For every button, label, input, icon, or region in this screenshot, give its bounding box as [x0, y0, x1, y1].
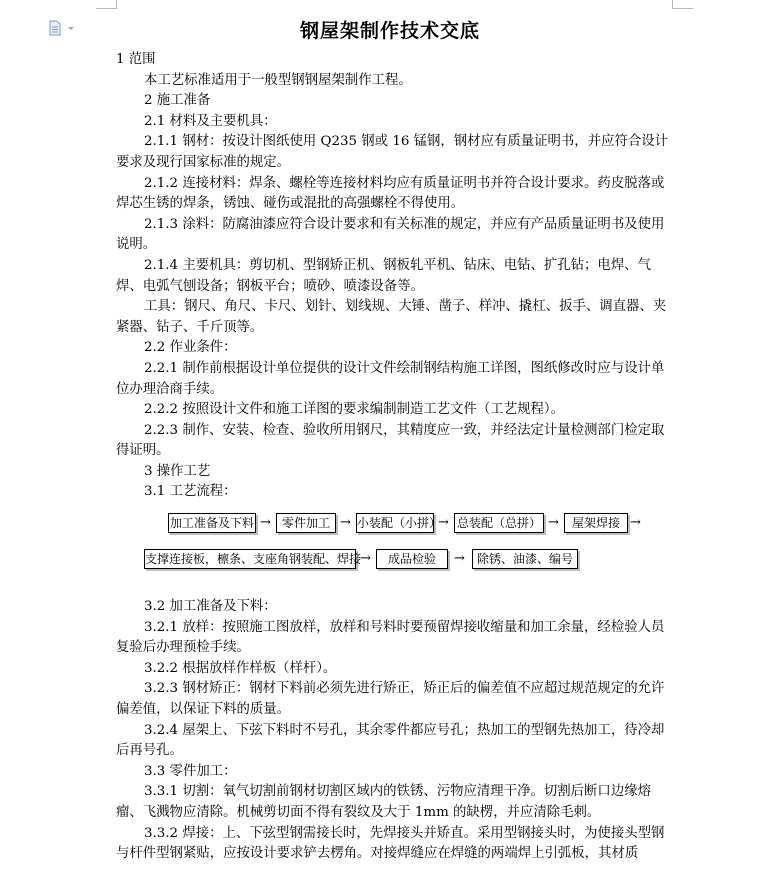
paragraph: 3.2.1 放样：按照施工图放样，放样和号料时要预留焊接收缩量和加工余量，经检验人员复验后办理预检手续。 — [116, 619, 665, 656]
paragraph: 2.1.1 钢材：按设计图纸使用 Q235 钢或 16 锰钢，钢材应有质量证明书，并应符合设计要求及现行国家标准的规定。 — [116, 134, 669, 170]
page-corner-mark-right — [672, 0, 693, 9]
paragraph-block-2 — [116, 597, 672, 865]
paragraph: 2.2.2 按照设计文件和施工详图的要求编制制造工艺文件（工艺规程）。 — [144, 402, 564, 418]
paragraph: 2.1.4 主要机具：剪切机、型钢矫正机、钢板轧平机、钻床、电钻、扩孔钻；电焊、气焊、电弧气刨设备；钢板平台；喷砂、喷漆设备等。 — [116, 257, 651, 294]
paragraph: 3.2 加工准备及下料： — [144, 599, 277, 615]
flow-step-2: 零件加工 — [276, 513, 336, 533]
paragraph: 3.2.3 钢材矫正：钢材下料前必须先进行矫正，矫正后的偏差值不应超过规范规定的允许偏差值，以保证下料的质量。 — [116, 681, 665, 718]
flow-arrow: → — [630, 515, 641, 531]
page-corner-mark-left — [96, 0, 117, 9]
paragraph: 3.1 工艺流程： — [144, 484, 237, 500]
paragraph: 3.2.4 屋架上、下弦下料时不号孔，其余零件都应号孔；热加工的型钢先热加工，待冷却后再号孔。 — [116, 722, 665, 759]
document-body — [116, 50, 672, 865]
flow-arrow: → — [454, 551, 465, 567]
paragraph: 2.2.1 制作前根据设计单位提供的设计文件绘制钢结构施工详图，图纸修改时应与设计单位办理洽商手续。 — [116, 360, 665, 397]
paragraph: 工具：钢尺、角尺、卡尺、划针、划线规、大锤、凿子、样冲、撬杠、扳手、调直器、夹紧器、钻子、千斤顶等。 — [116, 299, 667, 335]
document-title: 钢屋架制作技术交底 — [299, 20, 480, 42]
paragraph: 2.1.2 连接材料：焊条、螺栓等连接材料均应有质量证明书并符合设计要求。药皮脱落或焊芯生锈的焊条，锈蚀、碰伤或混批的高强螺栓不得使用。 — [116, 175, 665, 212]
paragraph: 3.3 零件加工： — [144, 763, 237, 779]
flow-step-8: 除锈、油漆、编号 — [472, 549, 578, 569]
flow-arrow: → — [438, 515, 449, 531]
paragraph: 3.2.2 根据放样作样板（样杆）。 — [144, 660, 337, 676]
flow-step-6: 支撑连接板，檩条、支座角钢装配、焊接 — [144, 549, 356, 569]
flow-arrow: → — [340, 515, 351, 531]
paragraph: 3.3.1 切割：氧气切割前钢材切割区域内的铁锈、污物应清理干净。切割后断口边缘熔瘤、飞溅物应清除。机械剪切面不得有裂纹及大于 1mm 的缺楞，并应清除毛刺。 — [116, 784, 651, 820]
process-flowchart — [116, 507, 672, 595]
paragraph: 1 范围 — [116, 52, 156, 67]
paragraph: 本工艺标准适用于一般型钢钢屋架制作工程。 — [144, 72, 412, 88]
flow-step-1: 加工准备及下料 — [168, 513, 256, 533]
flow-arrow: → — [360, 551, 371, 567]
paragraph: 3.3.2 焊接：上、下弦型钢需接长时，先焊接头并矫直。采用型钢接头时，为使接头型钢与杆件型钢紧贴，应按设计要求铲去楞角。对接焊缝应在焊缝的两端焊上引弧板，其材质 — [116, 825, 665, 862]
flow-step-5: 屋架焊接 — [564, 513, 628, 533]
flow-step-3: 小装配（小拼） — [356, 513, 434, 533]
paragraph: 2.2 作业条件： — [144, 340, 237, 356]
flow-step-4: 总装配（总拼） — [454, 513, 544, 533]
flow-step-7: 成品检验 — [376, 549, 448, 569]
flow-arrow: → — [548, 515, 559, 531]
paragraph: 2.1.3 涂料：防腐油漆应符合设计要求和有关标准的规定，并应有产品质量证明书及使用说明。 — [116, 216, 665, 253]
paragraph: 2.1 材料及主要机具： — [144, 113, 277, 129]
paragraph: 3 操作工艺 — [144, 463, 211, 479]
paragraph: 2 施工准备 — [144, 93, 211, 109]
flow-arrow: → — [260, 515, 271, 531]
paragraph: 2.2.3 制作、安装、检查、验收所用钢尺，其精度应一致，并经法定计量检测部门检定取得证明。 — [116, 422, 665, 459]
paragraph-block-1 — [116, 50, 672, 503]
